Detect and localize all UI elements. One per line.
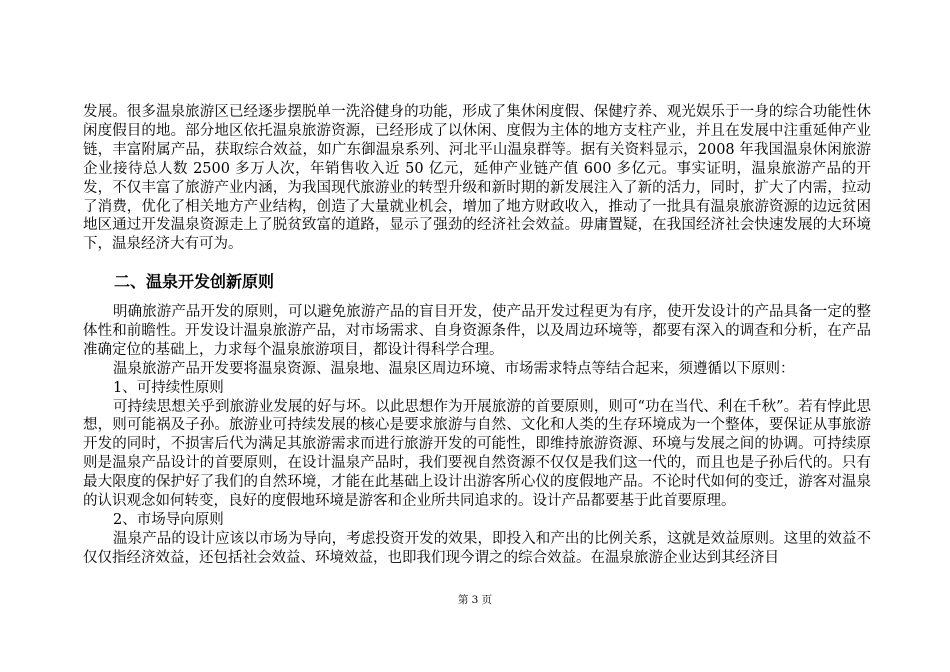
section-body [83, 303, 871, 568]
intro-paragraph: 发展。很多温泉旅游区已经逐步摆脱单一洗浴健身的功能，形成了集休闲度假、保健疗养、观光娱乐于一身的综合功能性休闲度假目的地。部分地区依托温泉旅游资源，已经形成了以休闲、度假为主体的地方支柱产业，并且在发展中注重延伸产业链，丰富附属产品，获取综合效益，如广东御温泉系列、河北平山温泉群等。据有关资料显示，2008 年我国温泉休闲旅游企业接待总人数 2500 多万人次，年销售收入近 50 亿元，延伸产业链产值 600 多亿元。事实证明，温泉旅游产品的开发，不仅丰富了旅游产业内涵，为我国现代旅游业的转型升级和新时期的新发展注入了新的活力，同时，扩大了内需，拉动了消费，优化了相关地方产业结构，创造了大量就业机会，增加了地方财政收入，推动了一批具有温泉旅游资源的边远贫困地区通过开发温泉资源走上了脱贫致富的道路，显示了强劲的经济社会效益。毋庸置疑，在我国经济社会快速发展的大环境下，温泉经济大有可为。 [83, 104, 871, 253]
subheading-market-orientation: 2、市场导向原则 [113, 511, 224, 528]
market-orientation-paragraph: 温泉产品的设计应该以市场为导向，考虑投资开发的效果，即投入和产出的比例关系，这就是效益原则。这里的效益不仅仅指经济效益，还包括社会效益、环境效益，也即我们现今谓之的综合效益。在温泉旅游企业达到其经济目 [83, 530, 871, 566]
subheading-sustainability: 1、可持续性原则 [113, 379, 224, 396]
principles-combine-paragraph: 温泉旅游产品开发要将温泉资源、温泉地、温泉区周边环境、市场需求特点等结合起来，须遵循以下原则： [113, 360, 795, 377]
principles-intro-paragraph: 明确旅游产品开发的原则，可以避免旅游产品的盲目开发，使产品开发过程更为有序，使开发设计的产品具备一定的整体性和前瞻性。开发设计温泉旅游产品，对市场需求、自身资源条件，以及周边环境等，都要有深入的调查和分析，在产品准确定位的基础上，力求每个温泉旅游项目，都设计得科学合理。 [83, 304, 871, 358]
page-number: 第 3 页 [457, 594, 493, 606]
sustainability-paragraph: 可持续思想关乎到旅游业发展的好与坏。以此思想作为开展旅游的首要原则，则可“功在当代、利在千秋”。若有悖此思想，则可能祸及子孙。旅游业可持续发展的核心是要求旅游与自然、文化和人类的生存环境成为一个整体，要保证从事旅游开发的同时，不损害后代为满足其旅游需求而进行旅游开发的可能性，即维持旅游资源、环境与发展之间的协调。可持续原则是温泉产品设计的首要原则，在设计温泉产品时，我们要视自然资源不仅仅是我们这一代的，而且也是子孙后代的。只有最大限度的保护好了我们的自然环境，才能在此基础上设计出游客所心仪的度假地产品。不论时代如何的变迁，游客对温泉的认识观念如何转变，良好的度假地环境是游客和企业所共同追求的。设计产品都要基于此首要原理。 [83, 398, 871, 510]
section-heading: 二、温泉开发创新原则 [114, 272, 275, 291]
intro-paragraph-block [83, 103, 871, 254]
